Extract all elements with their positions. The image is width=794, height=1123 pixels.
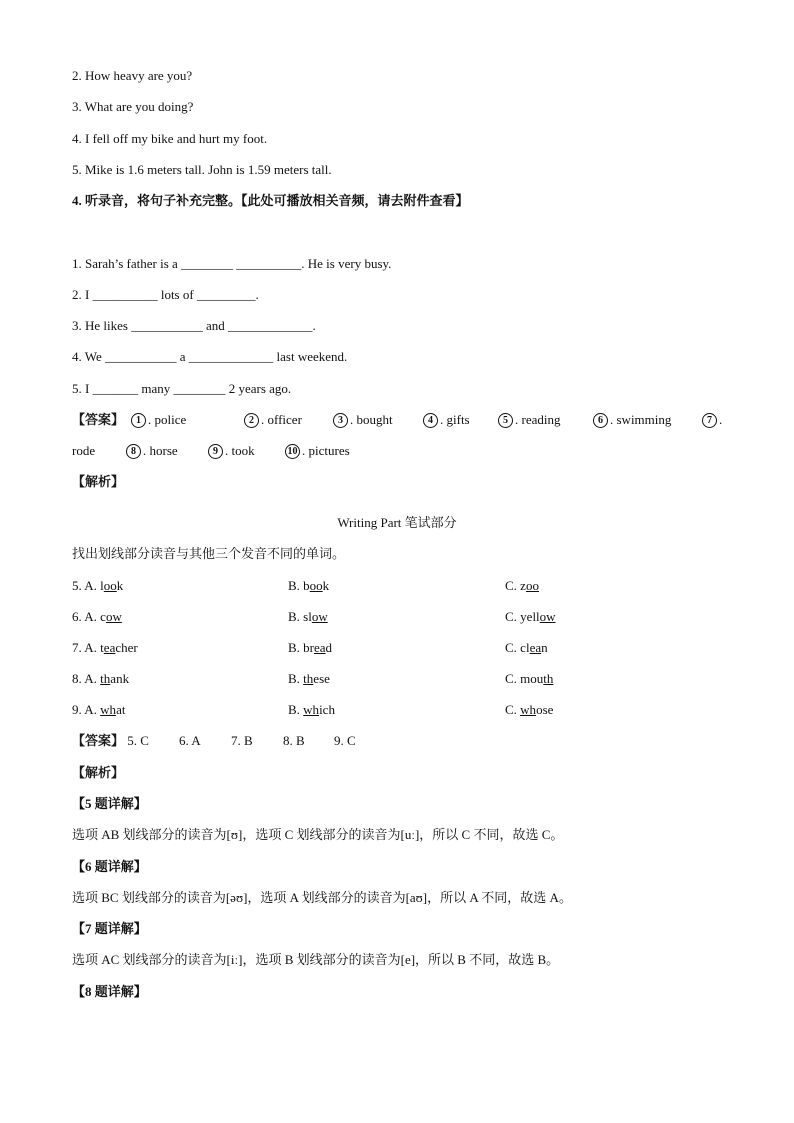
answer-text: . [719, 412, 723, 427]
detail-8-label: 【8 题详解】 [72, 984, 147, 999]
word-part: l [100, 578, 104, 593]
question-number: 5. A. [72, 578, 101, 593]
word-part: B. [288, 671, 304, 686]
option-b [288, 577, 329, 595]
option-c [505, 577, 539, 595]
detail-6-text: 选项 BC 划线部分的读音为[əʊ]，选项 A 划线部分的读音为[aʊ]，所以 A 不同，故选 A。 [72, 890, 572, 905]
writing-analysis-label: 【解析】 [72, 765, 125, 780]
section4-item-5: 5. I _______ many ________ 2 years ago. [72, 381, 292, 396]
answer-number-badge: 10 [285, 444, 300, 459]
answer-number-badge: 5 [498, 413, 513, 428]
word-part: cher [115, 640, 138, 655]
detail-6-label: 【6 题详解】 [72, 859, 147, 874]
option-c [505, 701, 553, 719]
answer-text: . bought [350, 412, 393, 427]
answer-text: . gifts [440, 412, 470, 427]
word-part: C. z [505, 578, 526, 593]
writing-answer-label: 【答案】 [72, 733, 125, 748]
answer-number-badge: 1 [131, 413, 146, 428]
question-number: 7. A. [72, 640, 101, 655]
answer-7 [702, 411, 722, 429]
underlined-part: wh [100, 702, 117, 717]
underlined-part: ea [103, 640, 116, 655]
word-part: B. [288, 702, 304, 717]
option-c [505, 670, 553, 688]
writing-answer-1: 5. C [127, 733, 149, 748]
answer-text: . reading [515, 412, 561, 427]
word-part: n [541, 640, 548, 655]
underlined-part: ea [529, 640, 542, 655]
answer-6 [593, 411, 671, 429]
writing-instruction: 找出划线部分读音与其他三个发音不同的单词。 [72, 546, 346, 561]
section4-analysis-label: 【解析】 [72, 474, 125, 489]
word-part: C. [505, 702, 521, 717]
word-part: C. yell [505, 609, 540, 624]
underlined-part: ea [314, 640, 326, 655]
section4-answer-label: 【答案】 [72, 412, 125, 427]
answer-2 [244, 411, 302, 429]
option-a [72, 639, 138, 657]
underlined-part: ow [539, 609, 556, 624]
option-b [288, 670, 330, 688]
answer-number-badge: 9 [208, 444, 223, 459]
writing-answer-3: 7. B [231, 733, 253, 748]
detail-5-text: 选项 AB 划线部分的读音为[ʊ]，选项 C 划线部分的读音为[uː]，所以 C 不同，故选 C。 [72, 827, 564, 842]
word-part: ose [536, 702, 554, 717]
underlined-part: ow [311, 609, 328, 624]
option-c [505, 608, 556, 626]
section4-item-1: 1. Sarah’s father is a ________ __________. He is very busy. [72, 256, 392, 271]
answer-number-badge: 2 [244, 413, 259, 428]
underlined-part: oo [103, 578, 117, 593]
option-b [288, 608, 328, 626]
option-b [288, 639, 332, 657]
word-part: C. cl [505, 640, 530, 655]
answer-10 [285, 442, 350, 460]
option-a [72, 608, 122, 626]
option-c [505, 639, 548, 657]
answer-text: . police [148, 412, 187, 427]
writing-answer-2: 6. A [179, 733, 201, 748]
underlined-part: th [303, 671, 314, 686]
option-a [72, 670, 129, 688]
answer-text: . pictures [302, 443, 350, 458]
underlined-part: ow [105, 609, 122, 624]
question-number: 6. A. [72, 609, 101, 624]
word-part: t [100, 640, 104, 655]
underlined-part: th [100, 671, 111, 686]
word-part: ank [110, 671, 130, 686]
answer-1 [131, 411, 186, 429]
answer-number-badge: 7 [702, 413, 717, 428]
answer-text: . swimming [610, 412, 672, 427]
answer-number-badge: 8 [126, 444, 141, 459]
question-number: 9. A. [72, 702, 101, 717]
word-part: B. b [288, 578, 310, 593]
underlined-part: th [543, 671, 554, 686]
listening-line-5: 5. Mike is 1.6 meters tall. John is 1.59 meters tall. [72, 162, 332, 177]
answer-8 [126, 442, 178, 460]
word-part: d [325, 640, 333, 655]
answer-5 [498, 411, 560, 429]
word-part: ich [319, 702, 335, 717]
question-number: 8. A. [72, 671, 101, 686]
detail-7-label: 【7 题详解】 [72, 921, 147, 936]
underlined-part: oo [309, 578, 323, 593]
listening-line-3: 3. What are you doing? [72, 99, 194, 114]
word-part: B. br [288, 640, 314, 655]
section4-item-2: 2. I __________ lots of _________. [72, 287, 259, 302]
detail-7-text: 选项 AC 划线部分的读音为[iː]，选项 B 划线部分的读音为[e]，所以 B 不同，故选 B。 [72, 952, 560, 967]
word-part: at [116, 702, 126, 717]
writing-answer-line [72, 732, 149, 750]
answer-number-badge: 3 [333, 413, 348, 428]
word-part: k [322, 578, 330, 593]
word-part: k [116, 578, 124, 593]
underlined-part: oo [525, 578, 539, 593]
section4-item-4: 4. We ___________ a _____________ last weekend. [72, 349, 348, 364]
word-part: C. mou [505, 671, 544, 686]
option-a [72, 701, 125, 719]
section4-heading: 4. 听录音，将句子补充完整。【此处可播放相关音频，请去附件查看】 [72, 193, 469, 208]
listening-line-4: 4. I fell off my bike and hurt my foot. [72, 131, 268, 146]
writing-answer-4: 8. B [283, 733, 305, 748]
detail-5-label: 【5 题详解】 [72, 796, 147, 811]
underlined-part: wh [303, 702, 320, 717]
writing-answer-5: 9. C [334, 733, 356, 748]
answer-4 [423, 411, 470, 429]
word-part: c [100, 609, 106, 624]
underlined-part: wh [520, 702, 537, 717]
answer-text: . horse [143, 443, 178, 458]
listening-line-2: 2. How heavy are you? [72, 68, 193, 83]
section4-item-3: 3. He likes ___________ and _____________. [72, 318, 316, 333]
answer-text: . took [225, 443, 255, 458]
answer-number-badge: 4 [423, 413, 438, 428]
answer-9 [208, 442, 255, 460]
answer-number-badge: 6 [593, 413, 608, 428]
answer-text: . officer [261, 412, 302, 427]
writing-part-title: Writing Part 笔试部分 [337, 515, 457, 530]
answer-7-wrap: rode [72, 443, 96, 458]
answer-3 [333, 411, 393, 429]
word-part: ese [313, 671, 330, 686]
option-a [72, 577, 123, 595]
word-part: B. sl [288, 609, 312, 624]
option-b [288, 701, 335, 719]
